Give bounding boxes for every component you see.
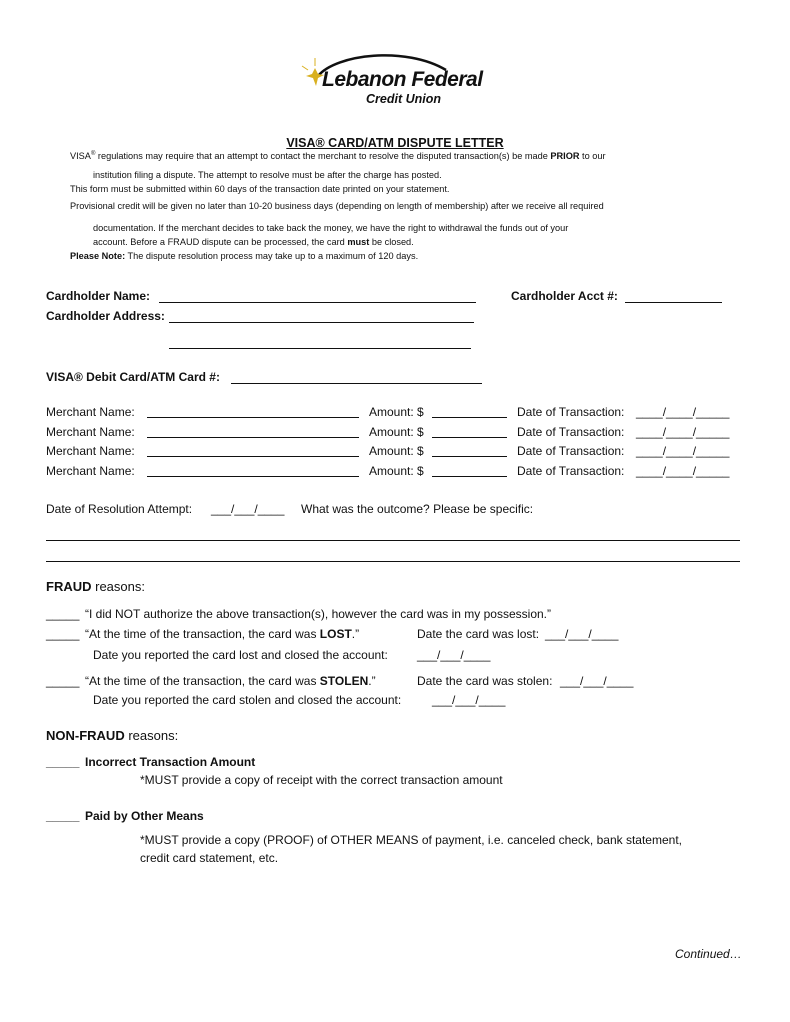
intro-text: to our [579,151,606,162]
intro-note [70,251,418,261]
merchant-name-label: Merchant Name: [46,444,135,458]
outcome-field-2[interactable] [46,561,740,562]
reason-bold: STOLEN [319,674,369,688]
fraud-heading-bold: FRAUD [46,579,92,594]
cardholder-address-label: Cardholder Address: [46,309,165,323]
amount-field[interactable] [432,417,507,418]
intro-text: VISA [70,151,91,162]
merchant-name-field[interactable] [147,456,359,457]
cardholder-acct-field[interactable] [625,302,722,303]
intro-bold: PRIOR [550,151,580,162]
amount-label: Amount: $ [369,464,424,478]
merchant-name-field[interactable] [147,476,359,477]
cardholder-name-field[interactable] [159,302,476,303]
merchant-name-field[interactable] [147,437,359,438]
intro-line-5: documentation. If the merchant decides to take back the money, we have the right to withdrawal the funds out of your [93,223,569,233]
note-label: Please Note: [70,251,126,261]
nonfraud-heading [46,728,178,743]
stolen-reported-date-field[interactable]: ___/___/____ [432,693,506,707]
date-of-transaction-label: Date of Transaction: [517,464,625,478]
reason-text: “At the time of the transaction, the card was [85,674,320,688]
amount-field[interactable] [432,476,507,477]
amount-label: Amount: $ [369,425,424,439]
continued-label: Continued… [675,947,742,961]
logo-name: Lebanon Federal [322,68,483,91]
fraud-reason-1: “I did NOT authorize the above transaction(s), however the card was in my possession.” [85,607,551,621]
fraud-reason-3 [85,674,376,688]
merchant-name-label: Merchant Name: [46,425,135,439]
date-of-transaction-label: Date of Transaction: [517,444,625,458]
card-number-field[interactable] [231,383,482,384]
amount-field[interactable] [432,437,507,438]
intro-bold: must [347,237,370,247]
amount-field[interactable] [432,456,507,457]
amount-label: Amount: $ [369,405,424,419]
stolen-date-label: Date the card was stolen: [417,674,553,688]
intro-line-1 [70,151,606,161]
lost-reported-label: Date you reported the card lost and closed the account: [93,648,388,662]
nonfraud-heading-bold: NON-FRAUD [46,728,125,743]
intro-line-6 [93,237,414,247]
logo-subtitle: Credit Union [366,92,441,106]
intro-line-2: institution filing a dispute. The attempt to resolve must be after the charge has posted. [93,170,442,180]
fraud-heading-rest: reasons: [91,579,145,594]
intro-text: account. Before a FRAUD dispute can be processed, the card [93,237,348,247]
lost-date-field[interactable]: ___/___/____ [545,627,619,641]
card-number-label: VISA® Debit Card/ATM Card #: [46,370,220,384]
fraud-reason-2-checkbox[interactable]: _____ [46,627,80,641]
nonfraud-heading-rest: reasons: [124,728,179,743]
nonfraud-item-2-checkbox[interactable]: _____ [46,809,80,823]
nonfraud-item-1-checkbox[interactable]: _____ [46,755,80,769]
intro-text: be closed. [369,237,414,247]
reason-text: .” [368,674,376,688]
merchant-name-field[interactable] [147,417,359,418]
credit-union-logo [296,48,492,116]
fraud-reason-3-checkbox[interactable]: _____ [46,674,80,688]
outcome-label: What was the outcome? Please be specific: [301,502,534,516]
stolen-date-field[interactable]: ___/___/____ [560,674,634,688]
intro-line-3: This form must be submitted within 60 days of the transaction date printed on your statement. [70,184,450,194]
fraud-reason-2 [85,627,359,641]
lost-reported-date-field[interactable]: ___/___/____ [417,648,491,662]
merchant-name-label: Merchant Name: [46,464,135,478]
date-of-transaction-field[interactable]: ____/____/_____ [636,405,730,419]
date-of-transaction-field[interactable]: ____/____/_____ [636,425,730,439]
outcome-field-1[interactable] [46,540,740,541]
cardholder-acct-label: Cardholder Acct #: [511,289,618,303]
fraud-reason-1-checkbox[interactable]: _____ [46,607,80,621]
nonfraud-item-2-title: Paid by Other Means [85,809,204,823]
fraud-heading [46,579,145,594]
cardholder-address-field-2[interactable] [169,348,471,349]
resolution-date-label: Date of Resolution Attempt: [46,502,193,516]
reason-text: .” [351,627,360,641]
date-of-transaction-label: Date of Transaction: [517,425,625,439]
note-text: The dispute resolution process may take up to a maximum of 120 days. [125,251,419,261]
stolen-reported-label: Date you reported the card stolen and closed the account: [93,693,402,707]
reason-text: “At the time of the transaction, the card was [85,627,320,641]
intro-line-4: Provisional credit will be given no later than 10-20 business days (depending on length of membership) after we receive all required [70,201,604,211]
page-title: VISA® CARD/ATM DISPUTE LETTER [286,136,504,150]
resolution-date-field[interactable]: ___/___/____ [211,502,285,516]
date-of-transaction-label: Date of Transaction: [517,405,625,419]
cardholder-name-label: Cardholder Name: [46,289,151,303]
nonfraud-item-2-note-2: credit card statement, etc. [140,851,279,865]
amount-label: Amount: $ [369,444,424,458]
merchant-name-label: Merchant Name: [46,405,135,419]
registered-mark: ® [90,151,96,157]
nonfraud-item-1-note: *MUST provide a copy of receipt with the correct transaction amount [140,773,503,787]
intro-text: regulations may require that an attempt to contact the merchant to resolve the disputed transaction(s) be made [95,151,551,162]
cardholder-address-field-1[interactable] [169,322,474,323]
nonfraud-item-2-note-1: *MUST provide a copy (PROOF) of OTHER MEANS of payment, i.e. canceled check, bank statement, [140,833,682,847]
lost-date-label: Date the card was lost: [417,627,540,641]
date-of-transaction-field[interactable]: ____/____/_____ [636,444,730,458]
nonfraud-item-1-title: Incorrect Transaction Amount [85,755,256,769]
reason-bold: LOST [319,627,352,641]
date-of-transaction-field[interactable]: ____/____/_____ [636,464,730,478]
